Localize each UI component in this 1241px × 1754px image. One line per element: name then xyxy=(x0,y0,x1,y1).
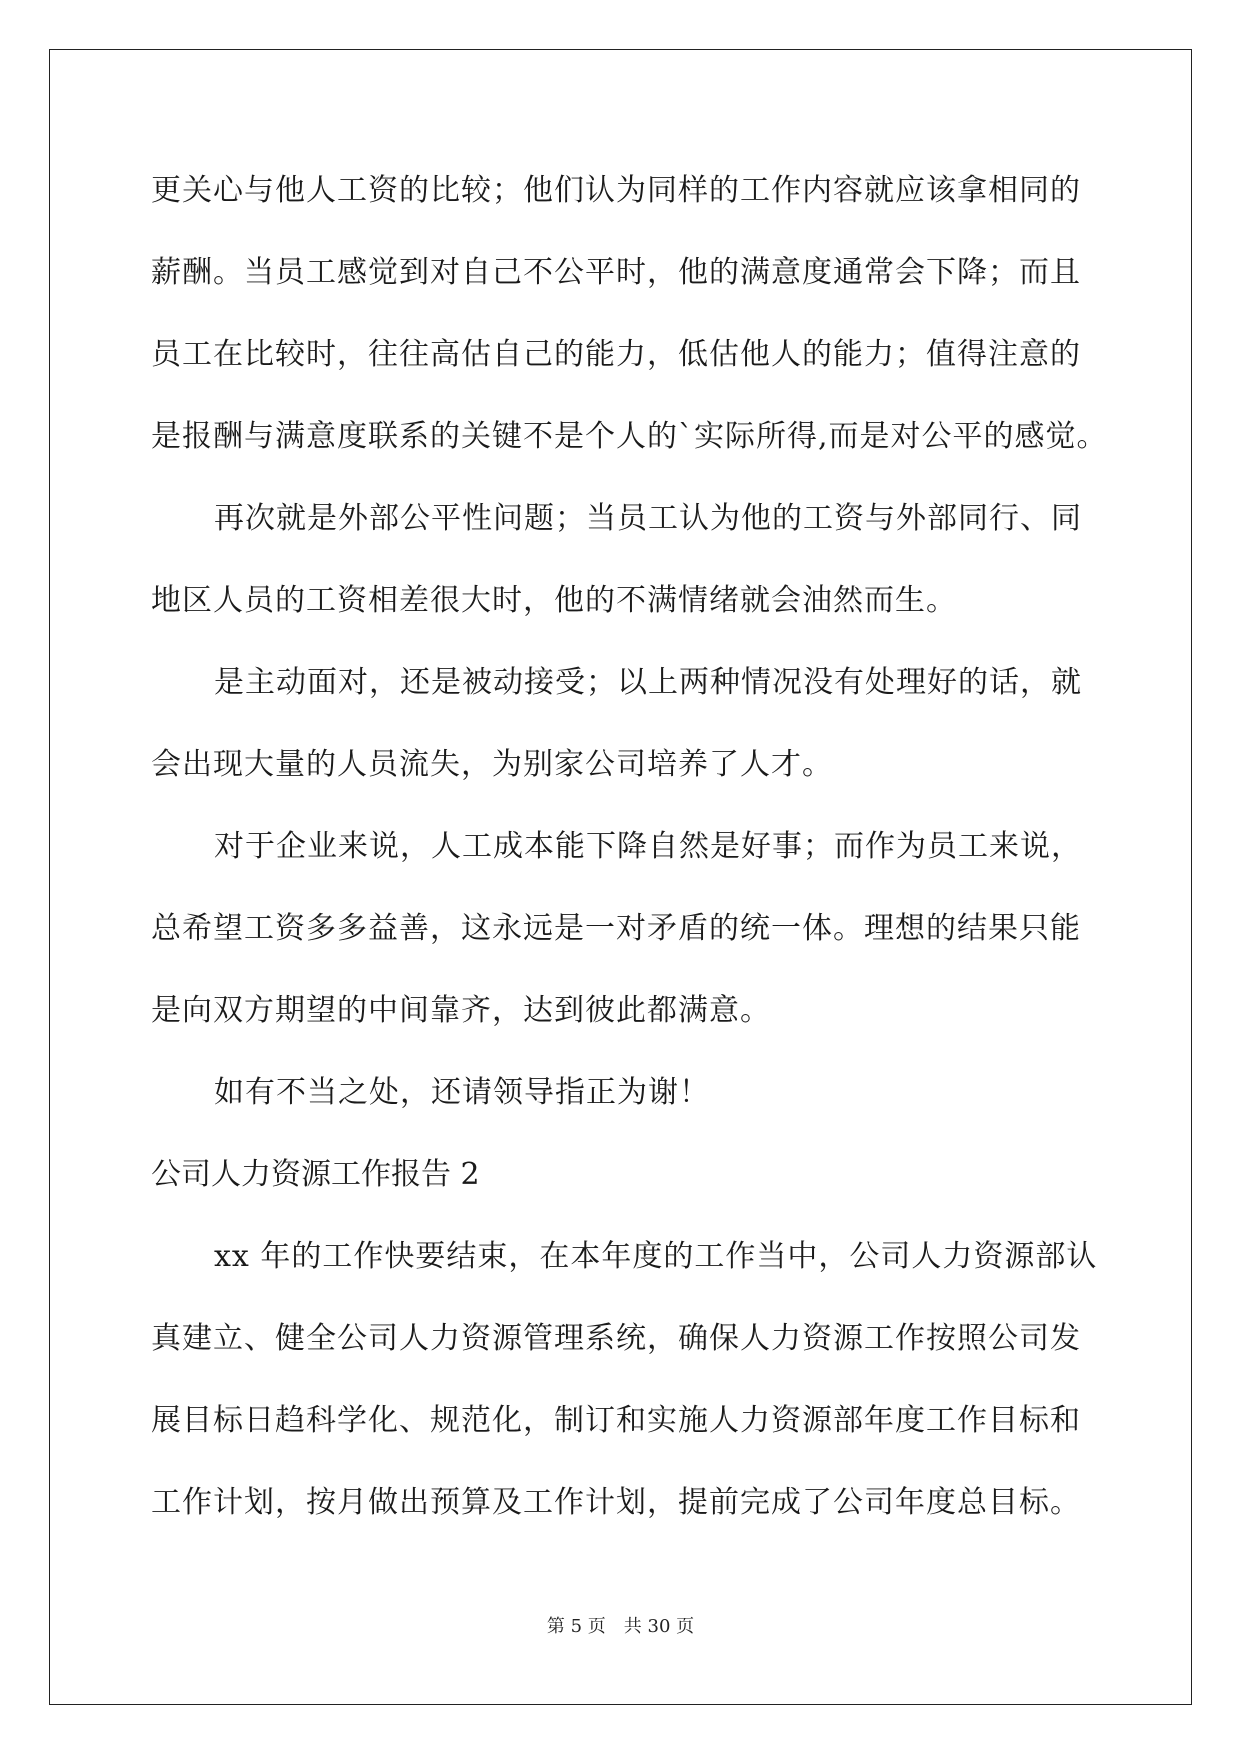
paragraph-line: 是向双方期望的中间靠齐，达到彼此都满意。 xyxy=(151,993,771,1028)
paragraph-line: 地区人员的工资相差很大时，他的不满情绪就会油然而生。 xyxy=(151,583,957,618)
paragraph-line: 员工在比较时，往往高估自己的能力，低估他人的能力；值得注意的 xyxy=(151,337,1081,372)
paragraph-line: 真建立、健全公司人力资源管理系统，确保人力资源工作按照公司发 xyxy=(151,1321,1081,1356)
paragraph-line: 再次就是外部公平性问题；当员工认为他的工资与外部同行、同 xyxy=(214,501,1082,536)
paragraph-line: 对于企业来说，人工成本能下降自然是好事；而作为员工来说， xyxy=(214,829,1082,864)
paragraph-line: 是报酬与满意度联系的关键不是个人的`实际所得,而是对公平的感觉。 xyxy=(151,419,1108,454)
paragraph-line: 更关心与他人工资的比较；他们认为同样的工作内容就应该拿相同的 xyxy=(151,173,1081,208)
paragraph-line: 薪酬。当员工感觉到对自己不公平时，他的满意度通常会下降；而且 xyxy=(151,255,1081,290)
paragraph-line: 会出现大量的人员流失，为别家公司培养了人才。 xyxy=(151,747,833,782)
paragraph-line: 是主动面对，还是被动接受；以上两种情况没有处理好的话，就 xyxy=(214,665,1082,700)
paragraph-line: 总希望工资多多益善，这永远是一对矛盾的统一体。理想的结果只能 xyxy=(151,911,1081,946)
section-heading: 公司人力资源工作报告 2 xyxy=(151,1157,480,1192)
paragraph-line: 展目标日趋科学化、规范化，制订和实施人力资源部年度工作目标和 xyxy=(151,1403,1081,1438)
document-body xyxy=(151,150,1108,1544)
paragraph-line: xx 年的工作快要结束，在本年度的工作当中，公司人力资源部认 xyxy=(214,1239,1098,1274)
page-number-footer: 第 5 页 共 30 页 xyxy=(546,1616,695,1637)
paragraph-line: 工作计划，按月做出预算及工作计划，提前完成了公司年度总目标。 xyxy=(151,1485,1081,1520)
paragraph-line: 如有不当之处，还请领导指正为谢！ xyxy=(214,1075,710,1110)
